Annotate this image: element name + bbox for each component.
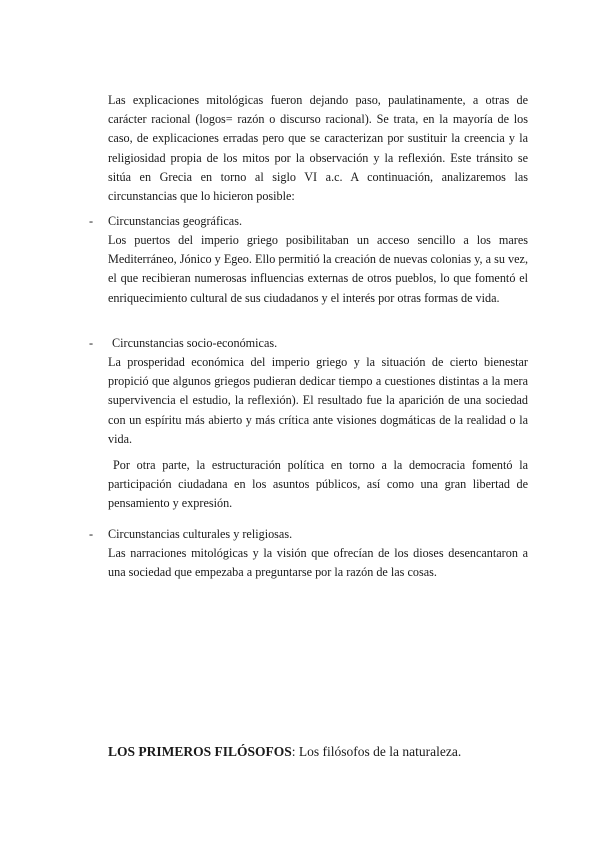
- section-title-strong: LOS PRIMEROS FILÓSOFOS: [108, 744, 292, 759]
- heading-geograficas: Circunstancias geográficas.: [108, 214, 243, 228]
- body-geograficas: Los puertos del imperio griego posibilitaban un acceso sencillo a los mares Mediterráneo, Jónico y Egeo. Ello permitió la creación de nuevas colonias y, a su vez, el que recibieran numerosas influencias externas de otros pueblos, lo que fomentó el enriquecimiento cultural de sus ciudadanos y el interés por otras formas de vida.: [108, 233, 528, 305]
- heading-socioeconomicas: Circunstancias socio-económicas.: [112, 336, 278, 350]
- section-title: [108, 742, 461, 762]
- bullet-marker-socioeconomicas: -: [89, 336, 94, 350]
- bullet-marker-culturales: -: [89, 527, 94, 541]
- section-title-rest: : Los filósofos de la naturaleza.: [291, 744, 462, 759]
- bullet-marker-geograficas: -: [89, 214, 94, 228]
- body-socioeconomicas: La prosperidad económica del imperio griego y la situación de cierto bienestar propició que algunos griegos pudieran dedicar tiempo a cuestiones distintas a la mera supervivencia el estudio, la reflexión). El resultado fue la aparición de una sociedad con un espíritu más abierto y más crítica ante visiones dogmáticas de la realidad o la vida.: [108, 355, 528, 446]
- body-culturales: Las narraciones mitológicas y la visión que ofrecían de los dioses desencantaron a una sociedad que empezaba a preguntarse por la razón de las cosas.: [108, 546, 528, 580]
- intro-paragraph: Las explicaciones mitológicas fueron dejando paso, paulatinamente, a otras de carácter racional (logos= razón o discurso racional). Se trata, en la mayoría de los caso, de explicaciones erradas pero que se caracterizan por sustituir la creencia y la religiosidad propia de los mitos por la observación y la reflexión. Este tránsito se sitúa en Grecia en torno al siglo VI a.c. A continuación, analizaremos las circunstancias que lo hicieron posible:: [108, 93, 528, 204]
- body-politica: Por otra parte, la estructuración política en torno a la democracia fomentó la participación ciudadana en los asuntos públicos, así como una gran libertad de pensamiento y expresión.: [108, 458, 528, 511]
- heading-culturales: Circunstancias culturales y religiosas.: [108, 527, 293, 541]
